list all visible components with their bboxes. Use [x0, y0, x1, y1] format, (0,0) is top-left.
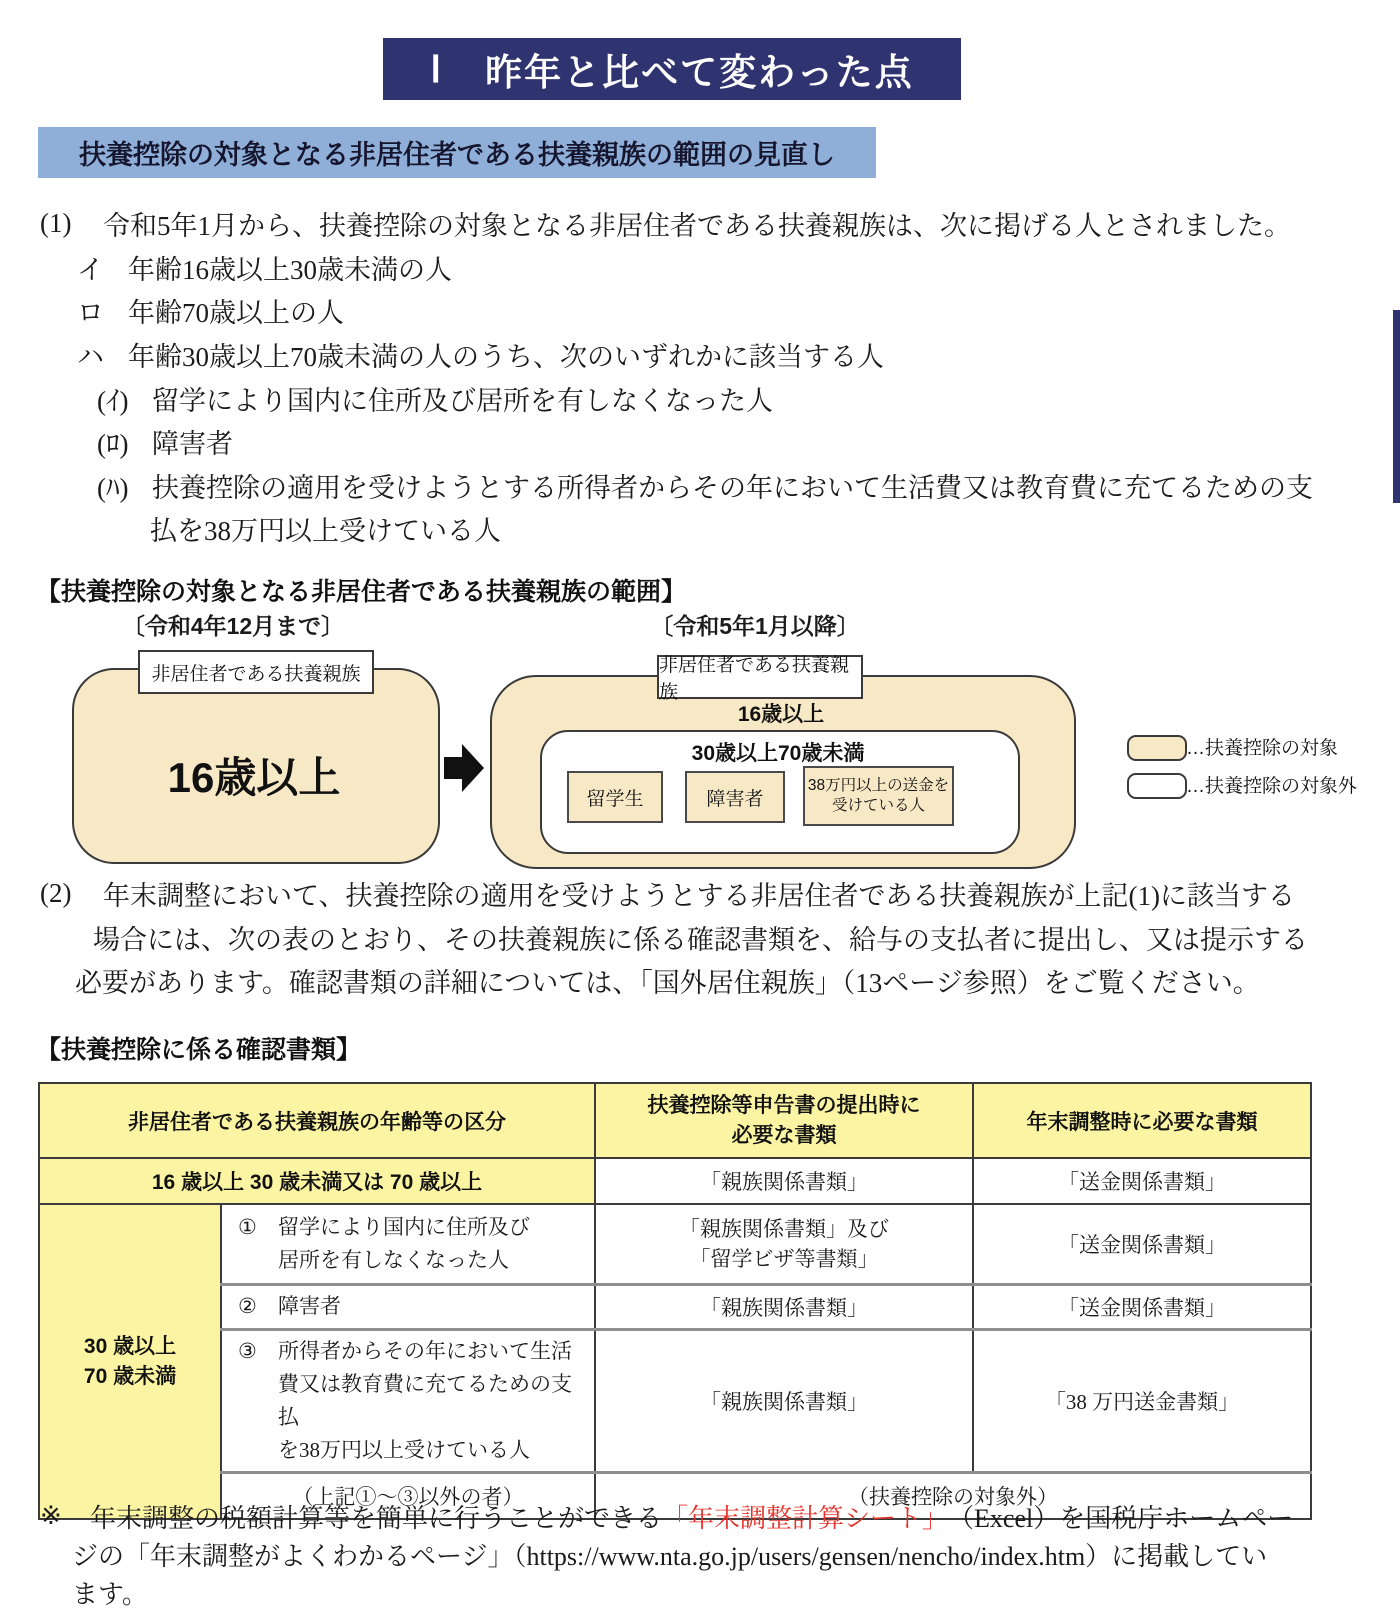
- item-box-remittance-line2: 受けている人: [831, 797, 925, 814]
- desc-line: 留学により国内に住所及び: [278, 1214, 530, 1239]
- para1-item-ro: [40, 289, 1380, 333]
- scope-band-label: 16歳以上: [737, 703, 825, 726]
- item-marker: ロ: [77, 298, 104, 329]
- cell-adjust-docs: 「38 万円送金書類」: [973, 1329, 1311, 1472]
- footnote-text: （Excel）を国税庁ホームペー: [948, 1503, 1294, 1533]
- table-row-student: [39, 1204, 1311, 1284]
- paragraph-1: [40, 202, 1380, 551]
- para1-text: 年齢30歳以上70歳未満の人のうち、次のいずれかに該当する人: [128, 342, 884, 373]
- footnote-red-link-text: 「年末調整計算シート」: [662, 1503, 949, 1533]
- para1-text: 障害者: [152, 429, 233, 460]
- arrow-icon: [444, 757, 462, 779]
- para1-text: 扶養控除の適用を受けようとする所得者からその年において生活費又は教育費に充てるための支: [152, 472, 1313, 503]
- figure-heading-text: 【扶養控除の対象となる非居住者である扶養親族の範囲】: [36, 578, 687, 606]
- item-box-remittance-line1: 38万円以上の送金を: [807, 776, 950, 794]
- para1-subitem-i: [40, 376, 1380, 420]
- cell-desc-remittance: [221, 1329, 595, 1472]
- item-marker: (ﾛ): [97, 429, 129, 460]
- cell-desc-student: [221, 1204, 595, 1284]
- submit-line2: 「留学ビザ等書類」: [689, 1246, 879, 1271]
- group-label-line2: 70 歳未満: [83, 1364, 177, 1388]
- cell-submit-docs: 「親族関係書類」: [595, 1329, 973, 1472]
- item-box-disabled-label: 障害者: [706, 788, 764, 810]
- arrow-icon: [462, 744, 484, 792]
- para1-text: 留学により国内に住所及び居所を有しなくなった人: [152, 385, 773, 416]
- para1-text: 払を38万円以上受けている人: [150, 516, 501, 547]
- item-marker: (ﾊ): [97, 472, 129, 503]
- para1-text: 令和5年1月から、扶養控除の対象となる非居住者である扶養親族は、次に掲げる人とされました。: [103, 211, 1291, 242]
- legend-label-out: …扶養控除の対象外: [1186, 775, 1358, 797]
- footnote-text: ます。: [72, 1579, 148, 1609]
- cell-group-30-70: [39, 1204, 221, 1519]
- item-marker: (1): [40, 208, 72, 239]
- item-marker: イ: [77, 254, 104, 285]
- table-row-disabled: [39, 1284, 1311, 1329]
- para1-subitem-ha-cont: [40, 507, 1380, 551]
- legend-swatch-target: [1127, 735, 1187, 761]
- confirmation-documents-table: [38, 1082, 1312, 1520]
- nonresident-tag-after: 非居住者である扶養親族: [657, 655, 863, 699]
- cell-others-category: （上記①～③以外の者）: [221, 1472, 595, 1519]
- header-adjust-docs: 年末調整時に必要な書類: [973, 1083, 1311, 1158]
- desc-line: 障害者: [278, 1294, 341, 1318]
- footnote-text: ジの「年末調整がよくわかるページ」（https://www.nta.go.jp/users/gensen/nencho/index.htm）に掲載してい: [72, 1541, 1268, 1571]
- page-title: 昨年と比べて変わった点: [485, 52, 914, 93]
- desc-line: 費又は教育費に充てるための支払: [278, 1371, 572, 1429]
- table-header-row: [39, 1083, 1311, 1158]
- header-submit-docs: [595, 1083, 973, 1158]
- table-row-age-range: [39, 1158, 1311, 1204]
- row-marker: ②: [238, 1294, 257, 1318]
- desc-line: 居所を有しなくなった人: [278, 1247, 509, 1272]
- cell-adjust-docs: 「送金関係書類」: [973, 1204, 1311, 1284]
- para1-item-i: [40, 246, 1380, 290]
- para1-line-main: [40, 202, 1380, 246]
- group-label-line1: 30 歳以上: [83, 1334, 177, 1358]
- item-box-student-label: 留学生: [586, 788, 644, 810]
- legend-swatch-out: [1127, 773, 1187, 799]
- cell-submit-docs: 「親族関係書類」: [595, 1158, 973, 1204]
- inner-scope-label: 30歳以上70歳未満: [691, 742, 865, 765]
- para2-line1: [40, 872, 1380, 916]
- footnote-line1: [40, 1497, 1390, 1535]
- cell-submit-docs: 「親族関係書類」: [595, 1284, 973, 1329]
- cell-desc-disabled: [221, 1284, 595, 1329]
- period-label-before: 〔令和4年12月まで〕: [121, 613, 345, 639]
- footnote-line2: [40, 1535, 1390, 1573]
- section-numeral: Ⅰ: [430, 48, 444, 90]
- footnote-text: 年末調整の税額計算等を簡単に行うことができる: [90, 1503, 663, 1533]
- cell-adjust-docs: 「送金関係書類」: [973, 1284, 1311, 1329]
- desc-line: 所得者からその年において生活: [278, 1338, 572, 1363]
- footnote: [40, 1497, 1390, 1611]
- para1-item-ha: [40, 333, 1380, 377]
- table-row-remittance: [39, 1329, 1311, 1472]
- para1-subitem-ro: [40, 420, 1380, 464]
- period-label-after: 〔令和5年1月以降〕: [650, 613, 860, 639]
- para1-subitem-ha: [40, 464, 1380, 508]
- cell-submit-docs: [595, 1204, 973, 1284]
- cell-adjust-docs: 「送金関係書類」: [973, 1158, 1311, 1204]
- row-marker: ③: [238, 1338, 257, 1363]
- cell-age-category: 16 歳以上 30 歳未満又は 70 歳以上: [39, 1158, 595, 1204]
- topic-subheader: [38, 127, 876, 178]
- figure-heading: [36, 572, 686, 608]
- para2-line3: [40, 959, 1380, 1003]
- kome-marker: ※: [40, 1501, 62, 1530]
- item-marker: (ｲ): [97, 385, 129, 416]
- row-marker: ①: [238, 1214, 257, 1239]
- item-box-disabled: [685, 771, 785, 823]
- item-marker: (2): [40, 878, 72, 909]
- header-submit-line1: 扶養控除等申告書の提出時に: [647, 1093, 921, 1117]
- item-marker: ハ: [77, 342, 104, 373]
- item-box-student: [567, 771, 663, 823]
- legend-label-target: …扶養控除の対象: [1186, 737, 1339, 759]
- paragraph-2: [40, 872, 1380, 1003]
- para2-text: 場合には、次の表のとおり、その扶養親族に係る確認書類を、給与の支払者に提出し、又は提示する: [93, 924, 1308, 955]
- cell-others-result: （扶養控除の対象外）: [595, 1472, 1311, 1519]
- desc-line: を38万円以上受けている人: [278, 1437, 530, 1462]
- footnote-line3: [40, 1573, 1390, 1611]
- table-heading: [36, 1030, 361, 1066]
- header-submit-line2: 必要な書類: [731, 1123, 837, 1147]
- para2-text: 必要があります。確認書類の詳細については、「国外居住親族」（13ページ参照）をご覧ください。: [75, 968, 1260, 999]
- page-title-banner: [383, 38, 961, 100]
- header-category: 非居住者である扶養親族の年齢等の区分: [39, 1083, 595, 1158]
- para1-text: 年齢70歳以上の人: [128, 298, 344, 329]
- para1-text: 年齢16歳以上30歳未満の人: [128, 254, 452, 285]
- para2-text: 年末調整において、扶養控除の適用を受けようとする非居住者である扶養親族が上記(1)に該当する: [103, 881, 1295, 912]
- table-heading-text: 【扶養控除に係る確認書類】: [36, 1036, 362, 1064]
- nonresident-tag-before: 非居住者である扶養親族: [138, 650, 374, 694]
- item-box-remittance: [803, 766, 954, 826]
- topic-subheader-text: 扶養控除の対象となる非居住者である扶養親族の範囲の見直し: [79, 140, 835, 170]
- para2-line2: [40, 916, 1380, 960]
- scope-label-before: 16歳以上: [167, 754, 341, 801]
- submit-line1: 「親族関係書類」及び: [679, 1216, 889, 1241]
- page-edge-tab: [1393, 310, 1400, 503]
